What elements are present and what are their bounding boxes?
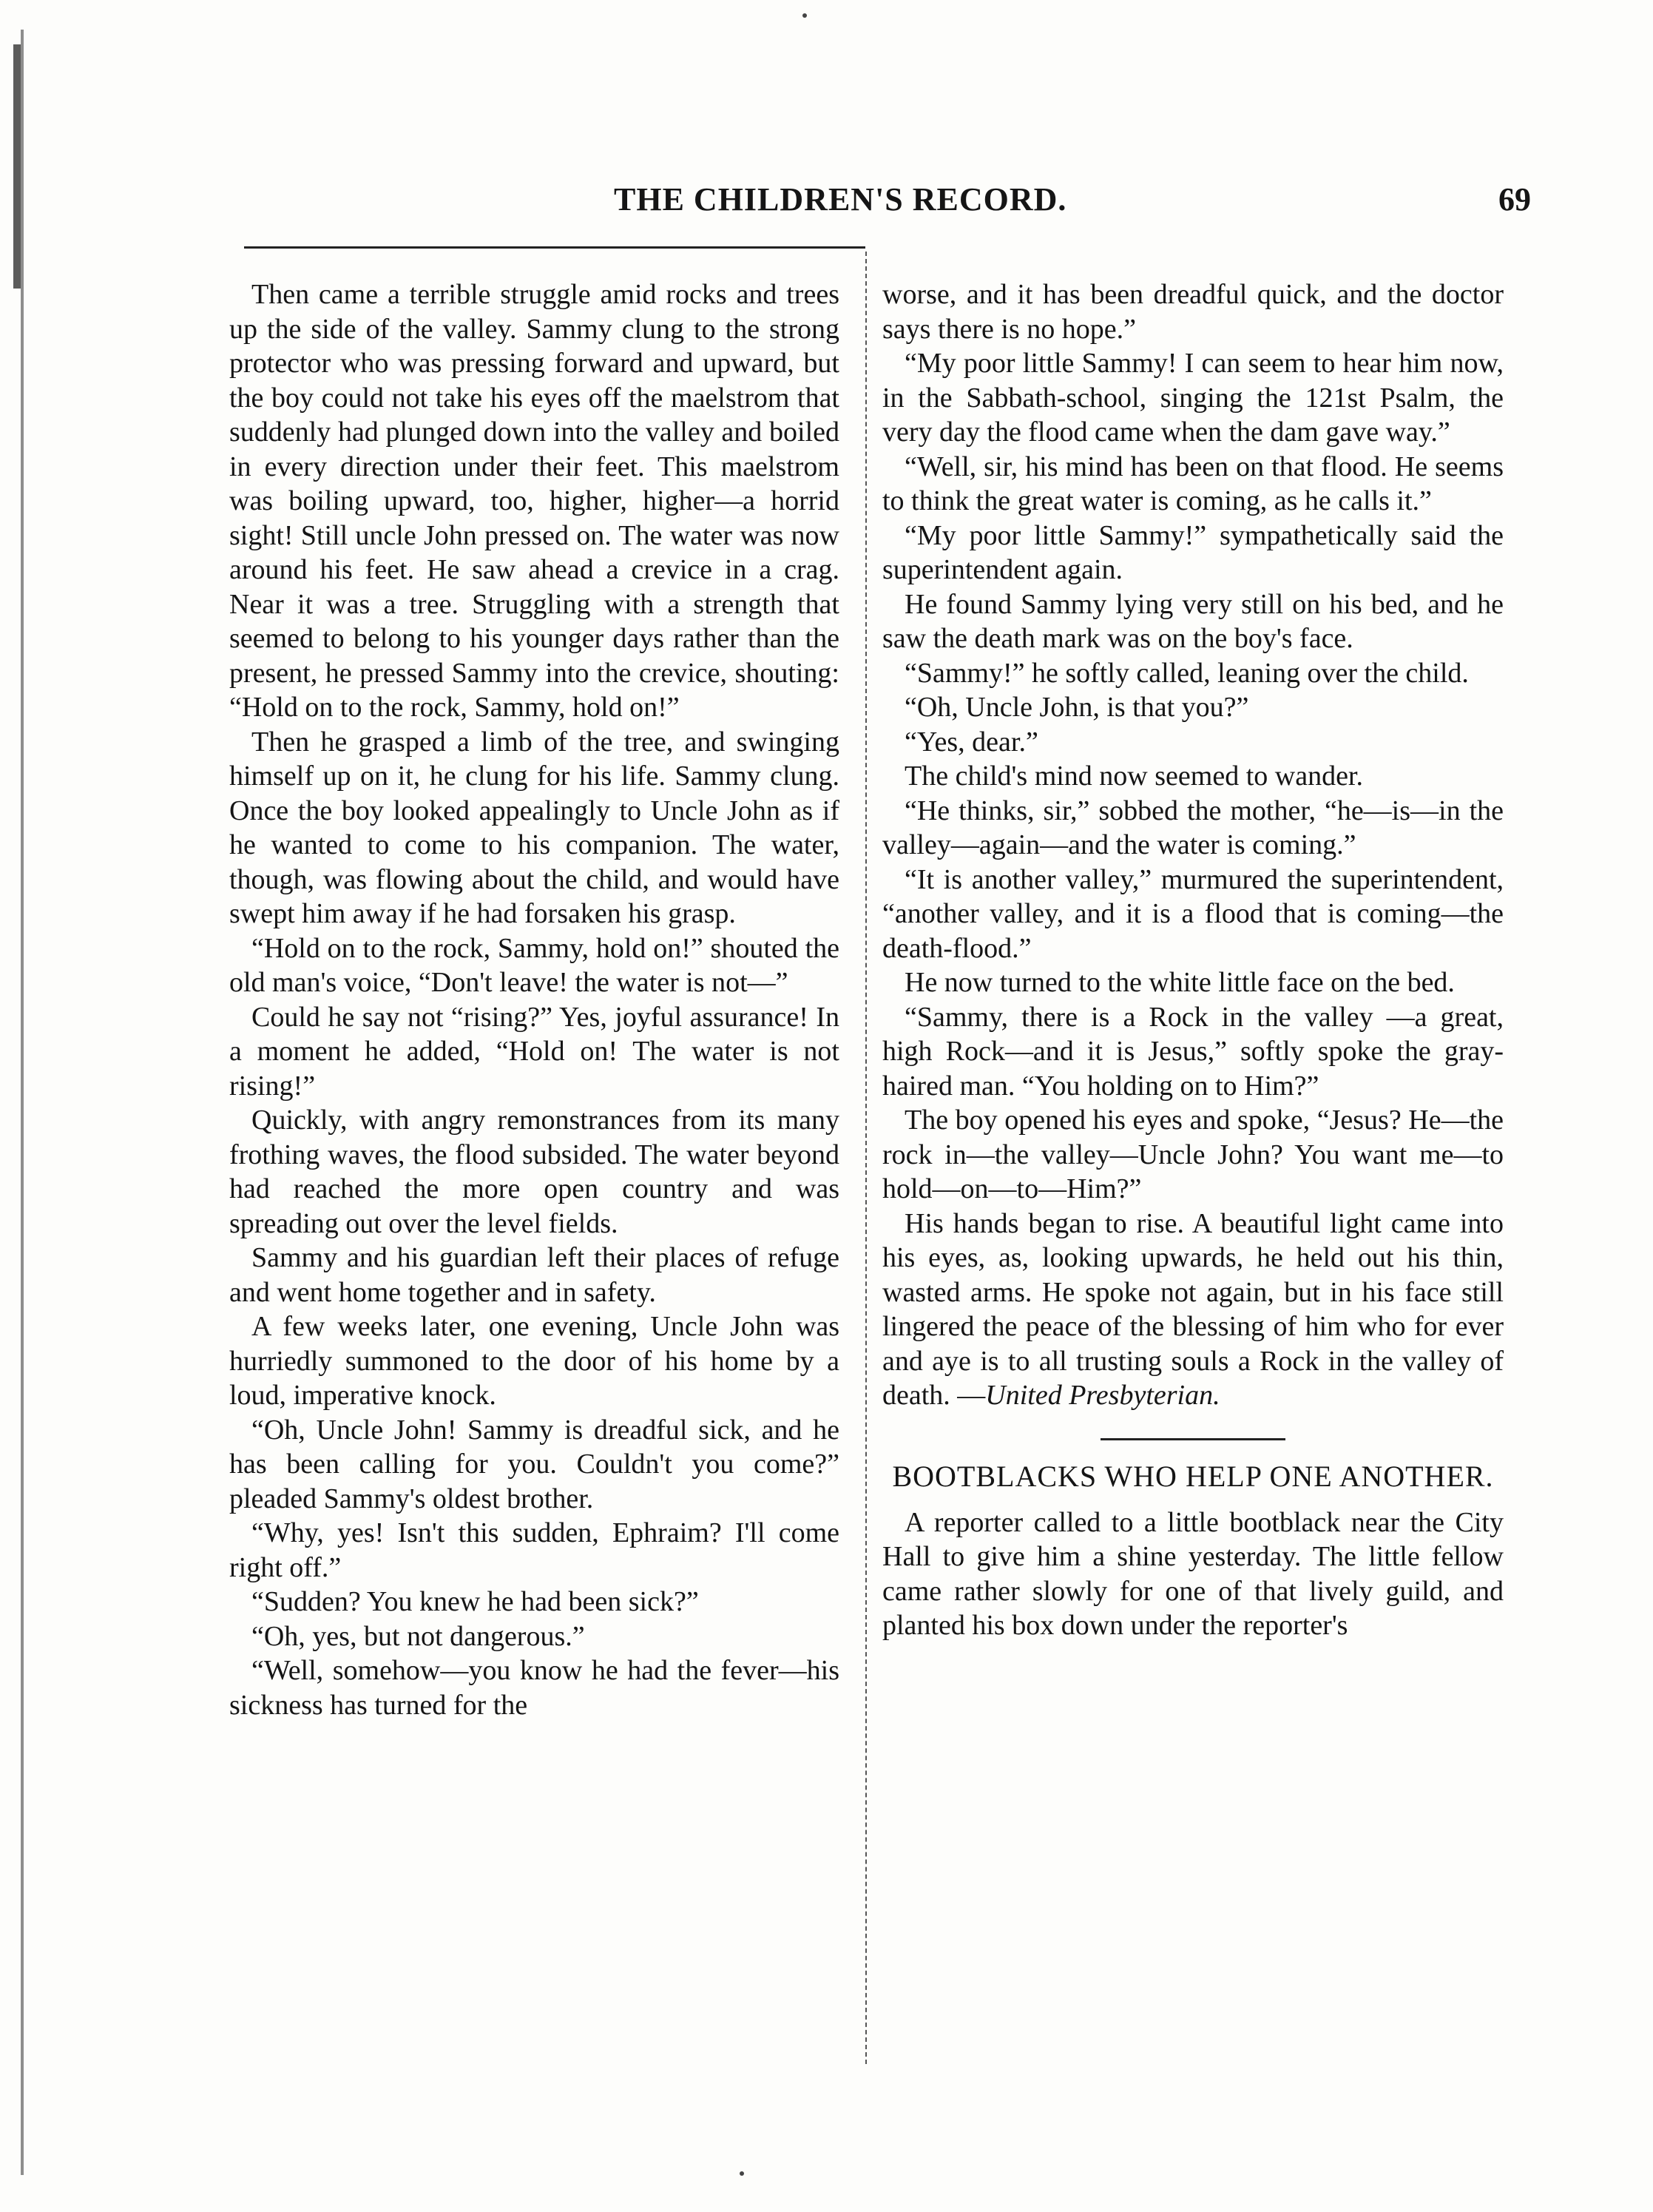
column-divider <box>865 252 868 2064</box>
story-paragraph: “Oh, Uncle John! Sammy is dreadful sick, and he has been calling for you. Couldn't you come?” pleaded Sammy's oldest brother. <box>229 1414 839 1514</box>
section-heading: BOOTBLACKS WHO HELP ONE ANOTHER. <box>892 1459 1494 1493</box>
story-paragraph: “Oh, yes, but not dangerous.” <box>251 1620 585 1652</box>
story-paragraph: “Sammy, there is a Rock in the valley —a great, high Rock—and it is Jesus,” softly spoke the gray-haired man. “You holding on to Him?” <box>882 1001 1504 1102</box>
section-rule <box>1101 1438 1285 1440</box>
story-paragraph: “My poor little Sammy!” sympathetically said the superintendent again. <box>882 519 1504 585</box>
story-paragraph: He found Sammy lying very still on his bed, and he saw the death mark was on the boy's face. <box>882 588 1504 654</box>
story-paragraph: “Sammy!” he softly called, leaning over the child. <box>905 657 1469 689</box>
page-header <box>244 181 1531 232</box>
story-paragraph: The boy opened his eyes and spoke, “Jesus? He—the rock in—the valley—Uncle John? You want me—to hold—on—to—Him?” <box>882 1105 1504 1204</box>
story-continuation: worse, and it has been dreadful quick, and the doctor says there is no hope.” <box>882 279 1504 345</box>
story-paragraph: “It is another valley,” murmured the superintendent, “another valley, and it is a flood that is coming—the death-flood.” <box>882 863 1504 964</box>
section-paragraph: A reporter called to a little bootblack near the City Hall to give him a shine yesterday. The little fellow came rather slowly for one of that lively guild, and planted his box down under the reporter's <box>882 1506 1504 1641</box>
page-speck <box>802 13 807 18</box>
story-paragraph: Could he say not “rising?” Yes, joyful assurance! In a moment he added, “Hold on! The water is not rising!” <box>229 1001 839 1102</box>
binding-edge-mark <box>13 44 21 289</box>
story-paragraph: “Well, sir, his mind has been on that flood. He seems to think the great water is coming, as he calls it.” <box>882 451 1504 516</box>
binding-edge-mark <box>21 30 24 2175</box>
story-paragraph: Quickly, with angry remonstrances from its many frothing waves, the flood subsided. The water beyond had reached the more open country and was spreading out over the level fields. <box>229 1105 839 1239</box>
final-paragraph-text: His hands began to rise. A beautiful light came into his eyes, as, looking upwards, he held out his thin, wasted arms. He spoke not again, but in his face still lingered the peace of the blessing of him who for ever and aye is to all trusting souls a Rock in the valley of death. — <box>882 1207 1504 1411</box>
story-paragraph: Then he grasped a limb of the tree, and swinging himself up on it, he clung for his life. Sammy clung. Once the boy looked appealingly to Uncle John as if he wanted to come to his companion. The water, though, was flowing about the child, and would have swept him away if he had forsaken his grasp. <box>229 726 839 929</box>
story-paragraph: “He thinks, sir,” sobbed the mother, “he—is—in the valley—again—and the water is coming.” <box>882 795 1504 860</box>
running-title: THE CHILDREN'S RECORD. <box>614 181 1067 218</box>
page-number: 69 <box>1498 181 1531 218</box>
story-paragraph: “Oh, Uncle John, is that you?” <box>905 692 1249 723</box>
story-paragraph: The child's mind now seemed to wander. <box>905 761 1363 792</box>
header-rule <box>244 246 865 249</box>
source-credit: United Presbyterian. <box>985 1380 1220 1411</box>
story-paragraph: “Yes, dear.” <box>905 726 1038 758</box>
story-paragraph: “Hold on to the rock, Sammy, hold on!” shouted the old man's voice, “Don't leave! the water is not—” <box>229 932 839 998</box>
story-paragraph: Then came a terrible struggle amid rocks and trees up the side of the valley. Sammy clung to the strong protector who was pressing forward and upward, but the boy could not take his eyes off the maelstrom that suddenly had plunged down into the valley and boiled in every direction under their feet. This maelstrom was boiling upward, too, higher, higher—a horrid sight! Still uncle John pressed on. The water was now around his feet. He saw ahead a crevice in a crag. Near it was a tree. Struggling with a strength that seemed to belong to his younger days rather than the present, he pressed Sammy into the crevice, shouting: “Hold on to the rock, Sammy, hold on!” <box>229 279 839 723</box>
story-paragraph: Sammy and his guardian left their places of refuge and went home together and in safety. <box>229 1242 839 1308</box>
story-paragraph: “Sudden? You knew he had been sick?” <box>251 1586 699 1617</box>
story-paragraph: “Well, somehow—you know he had the fever—his sickness has turned for the <box>229 1655 839 1721</box>
story-final-paragraph <box>882 1207 1504 1413</box>
page-speck <box>740 2171 744 2176</box>
story-paragraph: He now turned to the white little face on the bed. <box>905 967 1455 998</box>
right-column <box>882 277 1504 1643</box>
story-paragraph: A few weeks later, one evening, Uncle John was hurriedly summoned to the door of his home by a loud, imperative knock. <box>229 1311 839 1411</box>
story-paragraph: “My poor little Sammy! I can seem to hear him now, in the Sabbath-school, singing the 121st Psalm, the very day the flood came when the dam gave way.” <box>882 348 1504 448</box>
left-column <box>229 277 839 1722</box>
story-paragraph: “Why, yes! Isn't this sudden, Ephraim? I'll come right off.” <box>229 1517 839 1583</box>
